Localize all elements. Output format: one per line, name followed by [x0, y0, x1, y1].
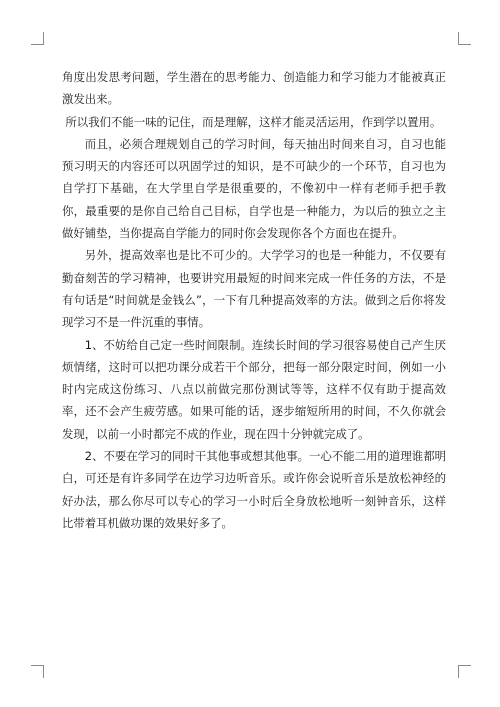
paragraph-efficiency: 另外，提高效率也是比不可少的。大学学习的也是一种能力，不仅要有勤奋刻苦的学习精神，也要讲究用最短的时间来完成一件任务的方法，不是有句话是“时间就是金钱么”，一下有几种提高效率的方法。做到之后你将发现学习不是一件沉重的事情。: [62, 248, 446, 330]
paragraph-understanding: 所以我们不能一味的记住，而是理解，这样才能灵活运用，作到学以置用。: [65, 114, 442, 129]
paragraph-continuation: 角度出发思考问题，学生潜在的思考能力、创造能力和学习能力才能被真正激发出来。: [62, 70, 446, 107]
crop-mark-top-right: [458, 32, 471, 45]
crop-mark-top-left: [31, 32, 44, 45]
document-body: [62, 66, 446, 534]
paragraph-tip-focus: 2、不要在学习的同时干其他事或想其他事。一心不能二用的道理谁都明白，可还是有许多同学在边学习边听音乐。或许你会说听音乐是放松神经的好办法，那么你尽可以专心的学习一小时后全身放松地听一刻钟音乐，这样比带着耳机做功课的效果好多了。: [62, 449, 446, 530]
crop-mark-bottom-right: [458, 665, 471, 678]
paragraph-tip-time-limit: 1、不妨给自己定一些时间限制。连续长时间的学习很容易使自己产生厌烦情绪，这时可以把功课分成若干个部分，把每一部分限定时间，例如一小时内完成这份练习、八点以前做完那份测试等等，这样不仅有助于提高效率，还不会产生疲劳感。如果可能的话，逐步缩短所用的时间，不久你就会发现，以前一小时都完不成的作业，现在四十分钟就完成了。: [62, 337, 446, 441]
crop-mark-bottom-left: [31, 665, 44, 678]
paragraph-self-study: 而且，必须合理规划自己的学习时间，每天抽出时间来自习，自习也能预习明天的内容还可以巩固学过的知识，是不可缺少的一个环节，自习也为自学打下基础，在大学里自学是很重要的，不像初中一样有老师手把手教你，最重要的是你自己给自己目标，自学也是一种能力，为以后的独立之主做好铺垫，当你提高自学能力的同时你会发现你各个方面也在提升。: [62, 136, 446, 241]
